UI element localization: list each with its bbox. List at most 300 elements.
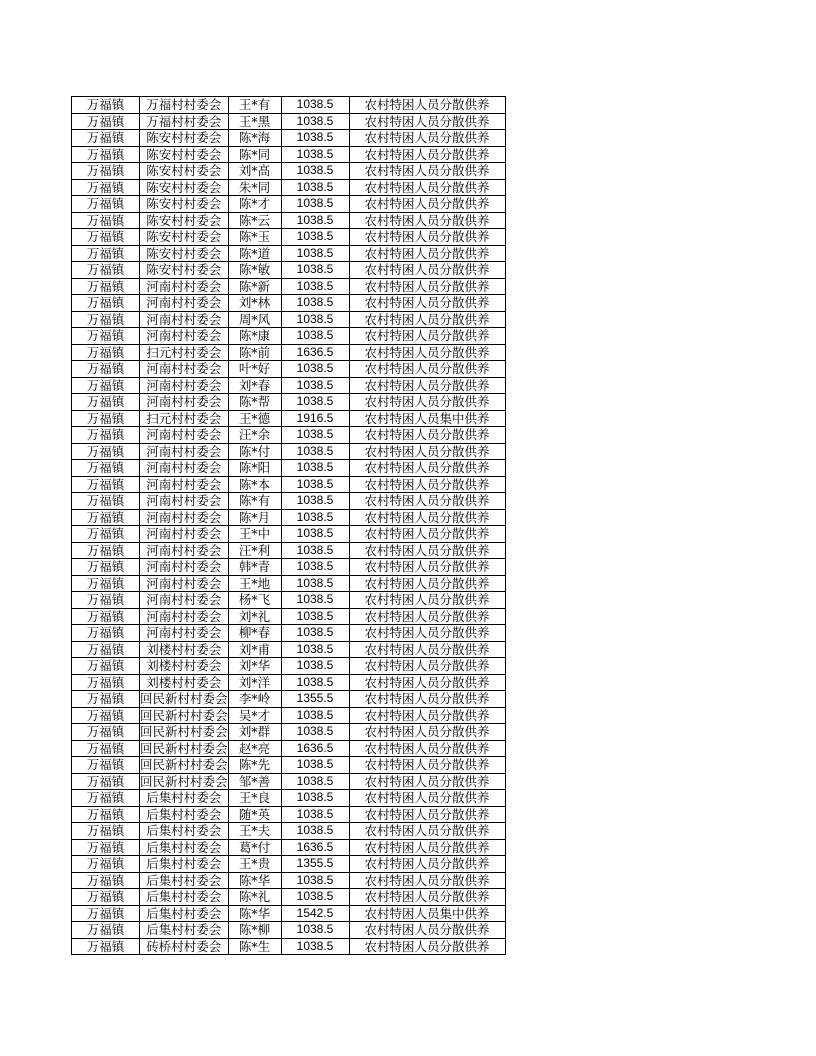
- name-cell: 陈*云: [228, 212, 281, 229]
- village-cell: 后集村村委会: [140, 823, 229, 840]
- assistance-type-cell: 农村特困人员分散供养: [349, 394, 505, 411]
- amount-cell: 1038.5: [281, 608, 349, 625]
- village-cell: 河南村村委会: [140, 361, 229, 378]
- amount-cell: 1038.5: [281, 476, 349, 493]
- assistance-type-cell: 农村特困人员分散供养: [349, 493, 505, 510]
- assistance-type-cell: 农村特困人员分散供养: [349, 196, 505, 213]
- table-row: [72, 344, 506, 361]
- amount-cell: 1038.5: [281, 179, 349, 196]
- amount-cell: 1038.5: [281, 130, 349, 147]
- table-row: [72, 295, 506, 312]
- amount-cell: 1038.5: [281, 773, 349, 790]
- amount-cell: 1038.5: [281, 377, 349, 394]
- assistance-type-cell: 农村特困人员分散供养: [349, 806, 505, 823]
- records-table-body: [72, 97, 506, 955]
- amount-cell: 1038.5: [281, 163, 349, 180]
- town-cell: 万福镇: [72, 278, 140, 295]
- amount-cell: 1038.5: [281, 146, 349, 163]
- assistance-type-cell: 农村特困人员分散供养: [349, 311, 505, 328]
- town-cell: 万福镇: [72, 493, 140, 510]
- name-cell: 刘*春: [228, 377, 281, 394]
- name-cell: 叶*好: [228, 361, 281, 378]
- table-row: [72, 179, 506, 196]
- amount-cell: 1038.5: [281, 806, 349, 823]
- table-row: [72, 311, 506, 328]
- village-cell: 河南村村委会: [140, 377, 229, 394]
- assistance-type-cell: 农村特困人员分散供养: [349, 130, 505, 147]
- name-cell: 陈*玉: [228, 229, 281, 246]
- table-row: [72, 328, 506, 345]
- town-cell: 万福镇: [72, 559, 140, 576]
- town-cell: 万福镇: [72, 641, 140, 658]
- village-cell: 陈安村村委会: [140, 229, 229, 246]
- table-row: [72, 361, 506, 378]
- town-cell: 万福镇: [72, 526, 140, 543]
- name-cell: 陈*本: [228, 476, 281, 493]
- village-cell: 后集村村委会: [140, 806, 229, 823]
- amount-cell: 1916.5: [281, 410, 349, 427]
- name-cell: 王*黑: [228, 113, 281, 130]
- town-cell: 万福镇: [72, 97, 140, 114]
- assistance-type-cell: 农村特困人员分散供养: [349, 872, 505, 889]
- assistance-type-cell: 农村特困人员分散供养: [349, 229, 505, 246]
- table-row: [72, 163, 506, 180]
- village-cell: 砖桥村村委会: [140, 938, 229, 955]
- town-cell: 万福镇: [72, 608, 140, 625]
- name-cell: 陈*才: [228, 196, 281, 213]
- village-cell: 河南村村委会: [140, 625, 229, 642]
- name-cell: 王*贵: [228, 856, 281, 873]
- table-row: [72, 823, 506, 840]
- amount-cell: 1038.5: [281, 509, 349, 526]
- town-cell: 万福镇: [72, 889, 140, 906]
- amount-cell: 1038.5: [281, 460, 349, 477]
- village-cell: 回民新村村委会: [140, 707, 228, 723]
- name-cell: 陈*同: [228, 146, 281, 163]
- amount-cell: 1542.5: [281, 905, 349, 922]
- table-row: [72, 872, 506, 889]
- table-row: [72, 113, 506, 130]
- town-cell: 万福镇: [72, 922, 140, 939]
- amount-cell: 1038.5: [281, 212, 349, 229]
- name-cell: 陈*月: [228, 509, 281, 526]
- assistance-type-cell: 农村特困人员分散供养: [349, 146, 505, 163]
- town-cell: 万福镇: [72, 905, 140, 922]
- town-cell: 万福镇: [72, 130, 140, 147]
- village-cell: 刘楼村村委会: [140, 641, 229, 658]
- village-cell: 后集村村委会: [140, 905, 229, 922]
- table-row: [72, 740, 506, 757]
- town-cell: 万福镇: [72, 311, 140, 328]
- assistance-type-cell: 农村特困人员分散供养: [349, 295, 505, 312]
- town-cell: 万福镇: [72, 361, 140, 378]
- assistance-type-cell: 农村特困人员分散供养: [349, 427, 505, 444]
- village-cell: 后集村村委会: [140, 889, 229, 906]
- assistance-type-cell: 农村特困人员分散供养: [349, 476, 505, 493]
- assistance-type-cell: 农村特困人员分散供养: [349, 113, 505, 130]
- village-cell: 回民新村村委会: [140, 724, 228, 740]
- assistance-type-cell: 农村特困人员分散供养: [349, 707, 505, 724]
- village-cell: 回民新村村委会: [140, 691, 228, 707]
- amount-cell: 1038.5: [281, 262, 349, 279]
- village-cell: 陈安村村委会: [140, 179, 229, 196]
- town-cell: 万福镇: [72, 724, 140, 741]
- village-cell: 陈安村村委会: [140, 163, 229, 180]
- town-cell: 万福镇: [72, 658, 140, 675]
- name-cell: 刘*礼: [228, 608, 281, 625]
- table-row: [72, 262, 506, 279]
- village-cell: 万福村村委会: [140, 113, 229, 130]
- town-cell: 万福镇: [72, 691, 140, 708]
- name-cell: 汪*利: [228, 542, 281, 559]
- town-cell: 万福镇: [72, 344, 140, 361]
- name-cell: 柳*春: [228, 625, 281, 642]
- table-row: [72, 493, 506, 510]
- village-cell: 河南村村委会: [140, 460, 229, 477]
- assistance-type-cell: 农村特困人员分散供养: [349, 641, 505, 658]
- town-cell: 万福镇: [72, 542, 140, 559]
- village-cell: 回民新村村委会: [140, 773, 228, 789]
- town-cell: 万福镇: [72, 113, 140, 130]
- name-cell: 王*德: [228, 410, 281, 427]
- table-row: [72, 146, 506, 163]
- table-row: [72, 410, 506, 427]
- name-cell: 李*岭: [228, 691, 281, 708]
- town-cell: 万福镇: [72, 592, 140, 609]
- table-row: [72, 394, 506, 411]
- town-cell: 万福镇: [72, 575, 140, 592]
- amount-cell: 1038.5: [281, 443, 349, 460]
- amount-cell: 1038.5: [281, 526, 349, 543]
- town-cell: 万福镇: [72, 460, 140, 477]
- assistance-type-cell: 农村特困人员分散供养: [349, 262, 505, 279]
- town-cell: 万福镇: [72, 179, 140, 196]
- village-cell: 陈安村村委会: [140, 146, 229, 163]
- table-row: [72, 625, 506, 642]
- assistance-type-cell: 农村特困人员分散供养: [349, 823, 505, 840]
- town-cell: 万福镇: [72, 443, 140, 460]
- assistance-type-cell: 农村特困人员分散供养: [349, 674, 505, 691]
- name-cell: 陈*阳: [228, 460, 281, 477]
- name-cell: 陈*华: [228, 905, 281, 922]
- name-cell: 周*风: [228, 311, 281, 328]
- name-cell: 吴*才: [228, 707, 281, 724]
- town-cell: 万福镇: [72, 295, 140, 312]
- village-cell: 万福村村委会: [140, 97, 229, 114]
- name-cell: 陈*柳: [228, 922, 281, 939]
- village-cell: 扫元村村委会: [140, 344, 229, 361]
- name-cell: 陈*付: [228, 443, 281, 460]
- table-row: [72, 608, 506, 625]
- table-row: [72, 806, 506, 823]
- table-row: [72, 592, 506, 609]
- town-cell: 万福镇: [72, 394, 140, 411]
- assistance-type-cell: 农村特困人员分散供养: [349, 212, 505, 229]
- village-cell: 河南村村委会: [140, 608, 229, 625]
- amount-cell: 1038.5: [281, 394, 349, 411]
- assistance-type-cell: 农村特困人员分散供养: [349, 625, 505, 642]
- assistance-type-cell: 农村特困人员分散供养: [349, 757, 505, 774]
- assistance-type-cell: 农村特困人员分散供养: [349, 328, 505, 345]
- table-row: [72, 559, 506, 576]
- assistance-type-cell: 农村特困人员分散供养: [349, 839, 505, 856]
- name-cell: 王*夫: [228, 823, 281, 840]
- name-cell: 陈*先: [228, 757, 281, 774]
- village-cell: 河南村村委会: [140, 559, 229, 576]
- table-row: [72, 476, 506, 493]
- name-cell: 刘*林: [228, 295, 281, 312]
- assistance-type-cell: 农村特困人员分散供养: [349, 245, 505, 262]
- table-row: [72, 575, 506, 592]
- name-cell: 赵*亮: [228, 740, 281, 757]
- assistance-type-cell: 农村特困人员分散供养: [349, 97, 505, 114]
- amount-cell: 1038.5: [281, 575, 349, 592]
- table-row: [72, 278, 506, 295]
- town-cell: 万福镇: [72, 740, 140, 757]
- name-cell: 韩*青: [228, 559, 281, 576]
- table-row: [72, 922, 506, 939]
- assistance-type-cell: 农村特困人员分散供养: [349, 179, 505, 196]
- village-cell: 陈安村村委会: [140, 245, 229, 262]
- amount-cell: 1038.5: [281, 724, 349, 741]
- amount-cell: 1636.5: [281, 839, 349, 856]
- town-cell: 万福镇: [72, 823, 140, 840]
- assistance-type-cell: 农村特困人员分散供养: [349, 773, 505, 790]
- table-row: [72, 542, 506, 559]
- table-row: [72, 757, 506, 774]
- assistance-type-cell: 农村特困人员分散供养: [349, 443, 505, 460]
- name-cell: 陈*有: [228, 493, 281, 510]
- name-cell: 刘*华: [228, 658, 281, 675]
- village-cell: 河南村村委会: [140, 311, 229, 328]
- table-row: [72, 856, 506, 873]
- amount-cell: 1038.5: [281, 757, 349, 774]
- village-cell: 刘楼村村委会: [140, 674, 229, 691]
- table-row: [72, 773, 506, 790]
- town-cell: 万福镇: [72, 212, 140, 229]
- assistance-type-cell: 农村特困人员分散供养: [349, 575, 505, 592]
- table-row: [72, 377, 506, 394]
- amount-cell: 1038.5: [281, 311, 349, 328]
- amount-cell: 1038.5: [281, 196, 349, 213]
- amount-cell: 1038.5: [281, 542, 349, 559]
- assistance-type-cell: 农村特困人员分散供养: [349, 740, 505, 757]
- table-row: [72, 443, 506, 460]
- amount-cell: 1038.5: [281, 493, 349, 510]
- village-cell: 河南村村委会: [140, 328, 229, 345]
- village-cell: 河南村村委会: [140, 575, 229, 592]
- table-row: [72, 212, 506, 229]
- table-row: [72, 526, 506, 543]
- table-row: [72, 707, 506, 724]
- village-cell: 河南村村委会: [140, 278, 229, 295]
- table-row: [72, 97, 506, 114]
- name-cell: 汪*余: [228, 427, 281, 444]
- town-cell: 万福镇: [72, 476, 140, 493]
- name-cell: 陈*康: [228, 328, 281, 345]
- table-row: [72, 889, 506, 906]
- village-cell: 后集村村委会: [140, 922, 229, 939]
- village-cell: 河南村村委会: [140, 542, 229, 559]
- assistance-type-cell: 农村特困人员分散供养: [349, 361, 505, 378]
- amount-cell: 1355.5: [281, 856, 349, 873]
- table-row: [72, 427, 506, 444]
- amount-cell: 1038.5: [281, 674, 349, 691]
- village-cell: 扫元村村委会: [140, 410, 229, 427]
- village-cell: 刘楼村村委会: [140, 658, 229, 675]
- assistance-type-cell: 农村特困人员分散供养: [349, 163, 505, 180]
- town-cell: 万福镇: [72, 146, 140, 163]
- village-cell: 后集村村委会: [140, 839, 229, 856]
- table-row: [72, 790, 506, 807]
- table-row: [72, 938, 506, 955]
- amount-cell: 1038.5: [281, 658, 349, 675]
- village-cell: 后集村村委会: [140, 790, 229, 807]
- village-cell: 河南村村委会: [140, 476, 229, 493]
- name-cell: 邹*善: [228, 773, 281, 790]
- name-cell: 陈*新: [228, 278, 281, 295]
- table-row: [72, 509, 506, 526]
- assistance-type-cell: 农村特困人员分散供养: [349, 922, 505, 939]
- town-cell: 万福镇: [72, 262, 140, 279]
- town-cell: 万福镇: [72, 328, 140, 345]
- town-cell: 万福镇: [72, 757, 140, 774]
- assistance-type-cell: 农村特困人员分散供养: [349, 526, 505, 543]
- table-row: [72, 724, 506, 741]
- village-cell: 陈安村村委会: [140, 212, 229, 229]
- amount-cell: 1355.5: [281, 691, 349, 708]
- amount-cell: 1038.5: [281, 889, 349, 906]
- name-cell: 葛*付: [228, 839, 281, 856]
- assistance-type-cell: 农村特困人员分散供养: [349, 559, 505, 576]
- name-cell: 刘*高: [228, 163, 281, 180]
- assistance-type-cell: 农村特困人员分散供养: [349, 542, 505, 559]
- amount-cell: 1038.5: [281, 295, 349, 312]
- assistance-type-cell: 农村特困人员分散供养: [349, 889, 505, 906]
- assistance-type-cell: 农村特困人员分散供养: [349, 691, 505, 708]
- assistance-type-cell: 农村特困人员分散供养: [349, 344, 505, 361]
- name-cell: 陈*华: [228, 872, 281, 889]
- name-cell: 陈*海: [228, 130, 281, 147]
- village-cell: 河南村村委会: [140, 443, 229, 460]
- name-cell: 陈*前: [228, 344, 281, 361]
- amount-cell: 1038.5: [281, 823, 349, 840]
- town-cell: 万福镇: [72, 410, 140, 427]
- assistance-type-cell: 农村特困人员分散供养: [349, 790, 505, 807]
- amount-cell: 1636.5: [281, 740, 349, 757]
- town-cell: 万福镇: [72, 674, 140, 691]
- town-cell: 万福镇: [72, 377, 140, 394]
- assistance-type-cell: 农村特困人员分散供养: [349, 377, 505, 394]
- table-row: [72, 130, 506, 147]
- amount-cell: 1038.5: [281, 113, 349, 130]
- town-cell: 万福镇: [72, 839, 140, 856]
- name-cell: 陈*敏: [228, 262, 281, 279]
- amount-cell: 1038.5: [281, 938, 349, 955]
- village-cell: 河南村村委会: [140, 592, 229, 609]
- name-cell: 杨*飞: [228, 592, 281, 609]
- town-cell: 万福镇: [72, 790, 140, 807]
- assistance-type-cell: 农村特困人员分散供养: [349, 856, 505, 873]
- name-cell: 随*英: [228, 806, 281, 823]
- amount-cell: 1038.5: [281, 872, 349, 889]
- name-cell: 陈*礼: [228, 889, 281, 906]
- village-cell: 回民新村村委会: [140, 740, 228, 756]
- name-cell: 刘*洋: [228, 674, 281, 691]
- amount-cell: 1038.5: [281, 328, 349, 345]
- town-cell: 万福镇: [72, 163, 140, 180]
- name-cell: 王*地: [228, 575, 281, 592]
- name-cell: 陈*生: [228, 938, 281, 955]
- amount-cell: 1038.5: [281, 641, 349, 658]
- assistance-type-cell: 农村特困人员分散供养: [349, 460, 505, 477]
- name-cell: 王*良: [228, 790, 281, 807]
- village-cell: 回民新村村委会: [140, 757, 228, 773]
- amount-cell: 1038.5: [281, 922, 349, 939]
- assistance-type-cell: 农村特困人员分散供养: [349, 592, 505, 609]
- assistance-type-cell: 农村特困人员分散供养: [349, 938, 505, 955]
- assistance-type-cell: 农村特困人员集中供养: [349, 410, 505, 427]
- village-cell: 河南村村委会: [140, 427, 229, 444]
- town-cell: 万福镇: [72, 427, 140, 444]
- table-row: [72, 245, 506, 262]
- name-cell: 刘*甫: [228, 641, 281, 658]
- village-cell: 河南村村委会: [140, 526, 229, 543]
- table-row: [72, 196, 506, 213]
- table-row: [72, 905, 506, 922]
- assistance-type-cell: 农村特困人员分散供养: [349, 509, 505, 526]
- amount-cell: 1038.5: [281, 229, 349, 246]
- table-row: [72, 674, 506, 691]
- table-row: [72, 691, 506, 708]
- amount-cell: 1038.5: [281, 625, 349, 642]
- amount-cell: 1038.5: [281, 245, 349, 262]
- amount-cell: 1038.5: [281, 361, 349, 378]
- town-cell: 万福镇: [72, 806, 140, 823]
- table-row: [72, 658, 506, 675]
- name-cell: 陈*道: [228, 245, 281, 262]
- name-cell: 王*有: [228, 97, 281, 114]
- town-cell: 万福镇: [72, 196, 140, 213]
- town-cell: 万福镇: [72, 707, 140, 724]
- amount-cell: 1636.5: [281, 344, 349, 361]
- amount-cell: 1038.5: [281, 707, 349, 724]
- village-cell: 后集村村委会: [140, 856, 229, 873]
- village-cell: 河南村村委会: [140, 493, 229, 510]
- town-cell: 万福镇: [72, 509, 140, 526]
- town-cell: 万福镇: [72, 856, 140, 873]
- table-row: [72, 229, 506, 246]
- town-cell: 万福镇: [72, 625, 140, 642]
- village-cell: 后集村村委会: [140, 872, 229, 889]
- assistance-type-cell: 农村特困人员集中供养: [349, 905, 505, 922]
- amount-cell: 1038.5: [281, 278, 349, 295]
- table-row: [72, 839, 506, 856]
- name-cell: 朱*同: [228, 179, 281, 196]
- town-cell: 万福镇: [72, 229, 140, 246]
- amount-cell: 1038.5: [281, 592, 349, 609]
- name-cell: 王*中: [228, 526, 281, 543]
- amount-cell: 1038.5: [281, 427, 349, 444]
- village-cell: 陈安村村委会: [140, 196, 229, 213]
- amount-cell: 1038.5: [281, 790, 349, 807]
- village-cell: 陈安村村委会: [140, 262, 229, 279]
- village-cell: 河南村村委会: [140, 394, 229, 411]
- village-cell: 陈安村村委会: [140, 130, 229, 147]
- table-row: [72, 641, 506, 658]
- assistance-type-cell: 农村特困人员分散供养: [349, 724, 505, 741]
- table-row: [72, 460, 506, 477]
